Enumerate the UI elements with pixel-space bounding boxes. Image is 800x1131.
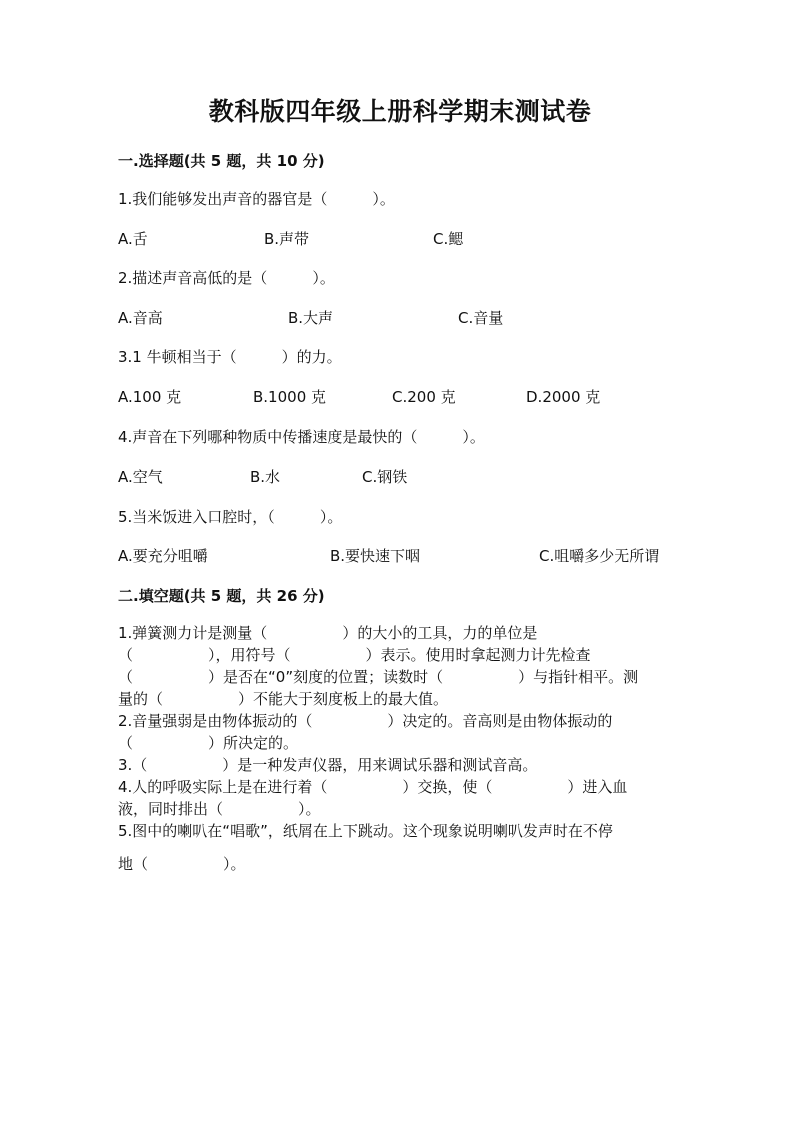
question-3: 3.1 牛顿相当于（ ）的力。 xyxy=(118,348,342,366)
fill-line: 5.图中的喇叭在“唱歌”，纸屑在上下跳动。这个现象说明喇叭发声时在不停 xyxy=(118,822,613,840)
question-4: 4.声音在下列哪种物质中传播速度是最快的（ ）。 xyxy=(118,428,485,446)
section-heading-choice: 一.选择题(共 5 题，共 10 分) xyxy=(118,152,325,170)
q4-option-a: A.空气 xyxy=(118,468,163,486)
q1-option-c: C.鳃 xyxy=(433,230,464,248)
q3-option-a: A.100 克 xyxy=(118,388,182,406)
q5-option-a: A.要充分咀嚼 xyxy=(118,547,208,565)
fill-line: （ ）是否在“0”刻度的位置；读数时（ ）与指针相平。测 xyxy=(118,668,639,686)
fill-line: （ ）所决定的。 xyxy=(118,734,299,752)
fill-line: （ ），用符号（ ）表示。使用时拿起测力计先检查 xyxy=(118,646,591,664)
section-heading-fill: 二.填空题(共 5 题，共 26 分) xyxy=(118,587,325,605)
q4-option-c: C.钢铁 xyxy=(362,468,408,486)
fill-line: 液，同时排出（ ）。 xyxy=(118,800,321,818)
fill-line: 3.（ ）是一种发声仪器，用来调试乐器和测试音高。 xyxy=(118,756,538,774)
q2-option-b: B.大声 xyxy=(288,309,334,327)
fill-line-last: 地（ ）。 xyxy=(118,855,246,873)
fill-line: 量的（ ）不能大于刻度板上的最大值。 xyxy=(118,690,449,708)
q1-option-a: A.舌 xyxy=(118,230,148,248)
q3-option-b: B.1000 克 xyxy=(253,388,327,406)
q5-option-c: C.咀嚼多少无所谓 xyxy=(539,547,660,565)
page-title: 教科版四年级上册科学期末测试卷 xyxy=(208,97,592,126)
question-5: 5.当米饭进入口腔时，（ ）。 xyxy=(118,508,343,526)
fill-line: 4.人的呼吸实际上是在进行着（ ）交换，使（ ）进入血 xyxy=(118,778,628,796)
q4-option-b: B.水 xyxy=(250,468,281,486)
q2-option-a: A.音高 xyxy=(118,309,163,327)
q1-option-b: B.声带 xyxy=(264,230,310,248)
q3-option-c: C.200 克 xyxy=(392,388,456,406)
question-2: 2.描述声音高低的是（ ）。 xyxy=(118,269,335,287)
question-1: 1.我们能够发出声音的器官是（ ）。 xyxy=(118,190,395,208)
q2-option-c: C.音量 xyxy=(458,309,504,327)
fill-line: 2.音量强弱是由物体振动的（ ）决定的。音高则是由物体振动的 xyxy=(118,712,613,730)
fill-line: 1.弹簧测力计是测量（ ）的大小的工具，力的单位是 xyxy=(118,624,538,642)
q5-option-b: B.要快速下咽 xyxy=(330,547,421,565)
q3-option-d: D.2000 克 xyxy=(526,388,601,406)
